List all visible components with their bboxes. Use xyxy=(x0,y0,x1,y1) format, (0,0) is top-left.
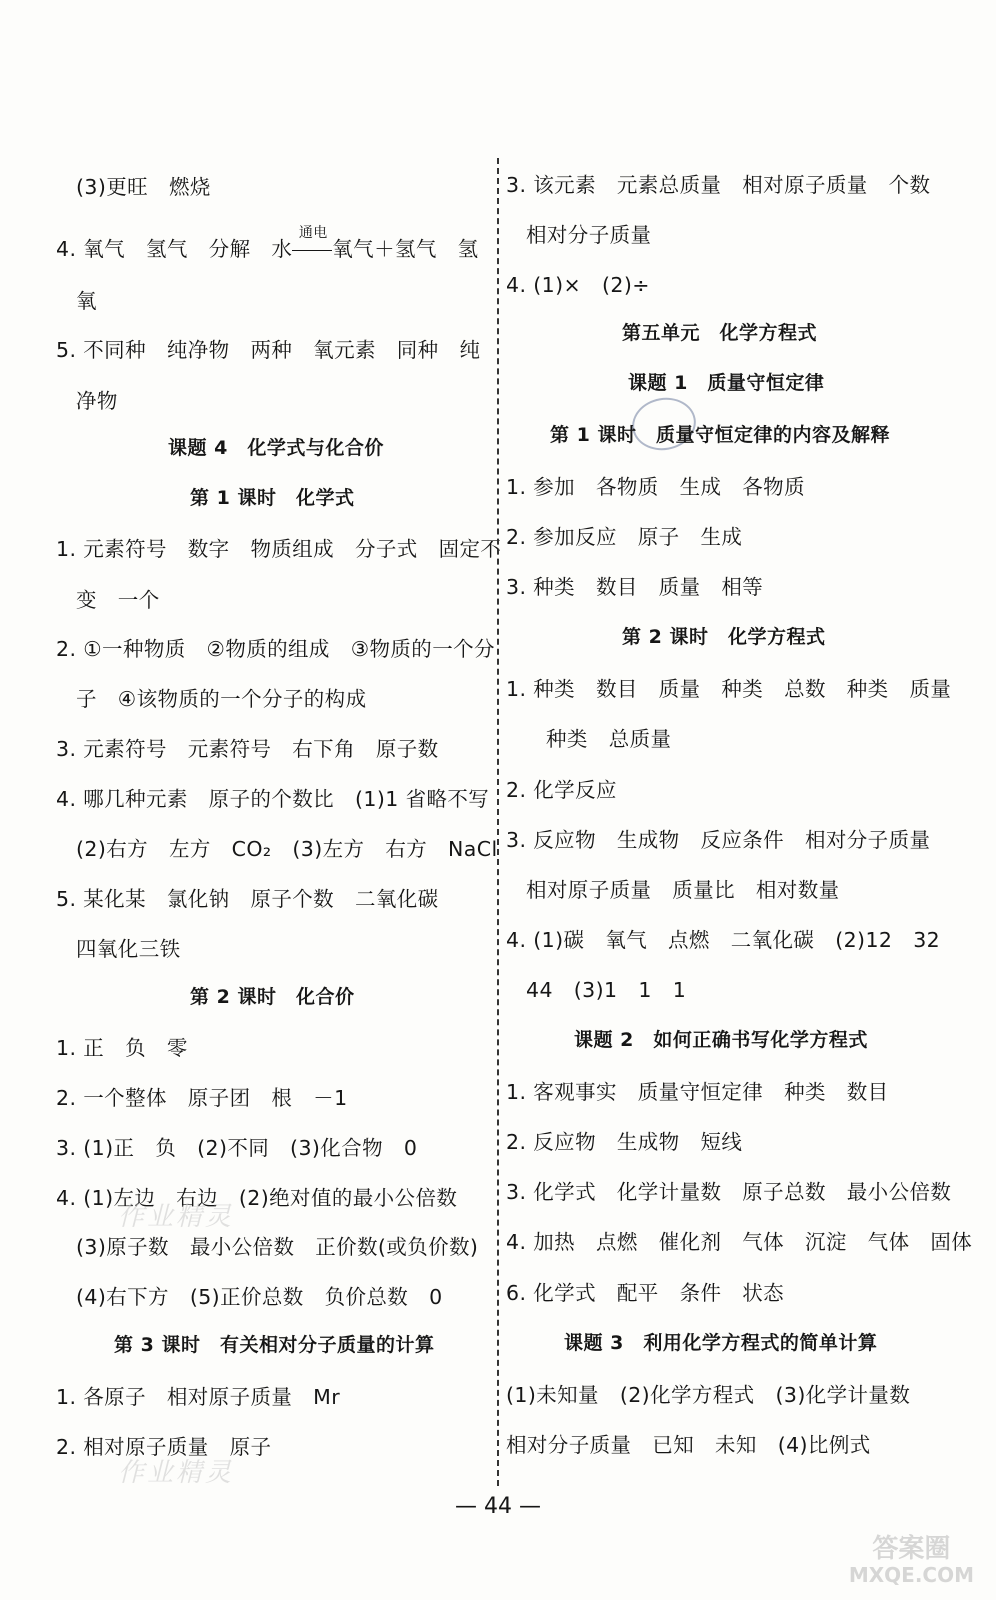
answer-line: (1)未知量 (2)化学方程式 (3)化学计量数 xyxy=(506,1383,911,1407)
section-heading: 课题 3 利用化学方程式的简单计算 xyxy=(564,1332,878,1354)
answer-line: 3. 该元素 元素总质量 相对原子质量 个数 xyxy=(506,173,931,197)
answer-line: 1. 正 负 零 xyxy=(56,1036,188,1060)
answer-line: 净物 xyxy=(76,389,118,413)
answer-line: 1. 各原子 相对原子质量 Mr xyxy=(56,1385,341,1409)
watermark-logo-url: MXQE.COM xyxy=(848,1563,974,1587)
answer-text: 氧气＋氢气 氢 xyxy=(332,237,479,261)
answer-line: 3. 化学式 化学计量数 原子总数 最小公倍数 xyxy=(506,1180,952,1204)
answer-line: 2. 参加反应 原子 生成 xyxy=(506,525,743,549)
answer-line: 1. 元素符号 数字 物质组成 分子式 固定不 xyxy=(56,537,502,561)
answer-line: 1. 种类 数目 质量 种类 总数 种类 质量 xyxy=(506,677,952,701)
answer-line: 5. 不同种 纯净物 两种 氧元素 同种 纯 xyxy=(56,338,481,362)
answer-line: 6. 化学式 配平 条件 状态 xyxy=(506,1281,785,1305)
lesson-heading: 第 1 课时 化学式 xyxy=(190,487,355,509)
section-heading: 课题 1 质量守恒定律 xyxy=(628,372,825,394)
column-divider xyxy=(497,158,499,1486)
answer-line: 3. 反应物 生成物 反应条件 相对分子质量 xyxy=(506,828,931,852)
answer-line: 2. 化学反应 xyxy=(506,778,617,802)
page-number: — 44 — xyxy=(455,1494,541,1519)
answer-line: 2. ①一种物质 ②物质的组成 ③物质的一个分 xyxy=(56,637,495,661)
answer-line: 3. 元素符号 元素符号 右下角 原子数 xyxy=(56,737,439,761)
watermark: 作业精灵 xyxy=(118,1458,235,1488)
section-heading: 课题 4 化学式与化合价 xyxy=(168,437,384,459)
lesson-heading: 第 2 课时 化学方程式 xyxy=(622,626,826,648)
answer-text: 4. 氧气 氢气 分解 水 xyxy=(56,237,293,261)
answer-line: 氧 xyxy=(76,289,97,313)
watermark: 作业精灵 xyxy=(118,1202,235,1232)
answer-line: 4. (1)左边 右边 (2)绝对值的最小公倍数 xyxy=(56,1186,458,1210)
lesson-heading: 第 2 课时 化合价 xyxy=(190,986,355,1008)
watermark-logo xyxy=(849,1535,974,1586)
answer-line: 1. 客观事实 质量守恒定律 种类 数目 xyxy=(506,1080,889,1104)
answer-line: (4)右下方 (5)正价总数 负价总数 0 xyxy=(76,1285,443,1309)
answer-line: 2. 反应物 生成物 短线 xyxy=(506,1130,743,1154)
answer-line: 变 一个 xyxy=(76,588,160,612)
answer-line: 相对原子质量 质量比 相对数量 xyxy=(526,878,840,902)
answer-line: 相对分子质量 已知 未知 (4)比例式 xyxy=(506,1433,871,1457)
reaction-arrow xyxy=(292,225,332,261)
answer-line: 44 (3)1 1 1 xyxy=(526,978,687,1002)
reaction-condition: 通电 xyxy=(298,225,328,241)
answer-line: 3. (1)正 负 (2)不同 (3)化合物 0 xyxy=(56,1136,418,1160)
answer-line: 5. 某化某 氯化钠 原子个数 二氧化碳 xyxy=(56,887,439,911)
answer-line: 4. (1)× (2)÷ xyxy=(506,273,650,297)
answer-line: 相对分子质量 xyxy=(526,223,652,247)
answer-line: 4. 哪几种元素 原子的个数比 (1)1 省略不写 xyxy=(56,787,490,811)
answer-line: 2. 相对原子质量 原子 xyxy=(56,1435,272,1459)
answer-line: 3. 种类 数目 质量 相等 xyxy=(506,575,764,599)
answer-line: 1. 参加 各物质 生成 各物质 xyxy=(506,475,805,499)
section-heading: 课题 2 如何正确书写化学方程式 xyxy=(574,1029,868,1051)
answer-line: 2. 一个整体 原子团 根 －1 xyxy=(56,1086,348,1110)
answer-line: 子 ④该物质的一个分子的构成 xyxy=(76,687,367,711)
lesson-heading: 第 1 课时 质量守恒定律的内容及解释 xyxy=(550,424,890,446)
answer-line: 4. (1)碳 氧气 点燃 二氧化碳 (2)12 32 xyxy=(506,928,941,952)
answer-line: (3)更旺 燃烧 xyxy=(76,175,211,199)
answer-line: 4. 加热 点燃 催化剂 气体 沉淀 气体 固体 xyxy=(506,1230,973,1254)
answer-line: 四氧化三铁 xyxy=(76,937,181,961)
answer-line: (2)右方 左方 CO₂ (3)左方 右方 NaCl xyxy=(76,837,498,861)
answer-line: (3)原子数 最小公倍数 正价数(或负价数) xyxy=(76,1235,479,1259)
watermark-logo-text: 答案圈 xyxy=(872,1534,951,1565)
lesson-heading: 第 3 课时 有关相对分子质量的计算 xyxy=(114,1334,435,1356)
answer-line: 种类 总质量 xyxy=(546,727,672,751)
unit-heading: 第五单元 化学方程式 xyxy=(622,322,818,344)
answer-line-with-equation xyxy=(56,225,479,262)
